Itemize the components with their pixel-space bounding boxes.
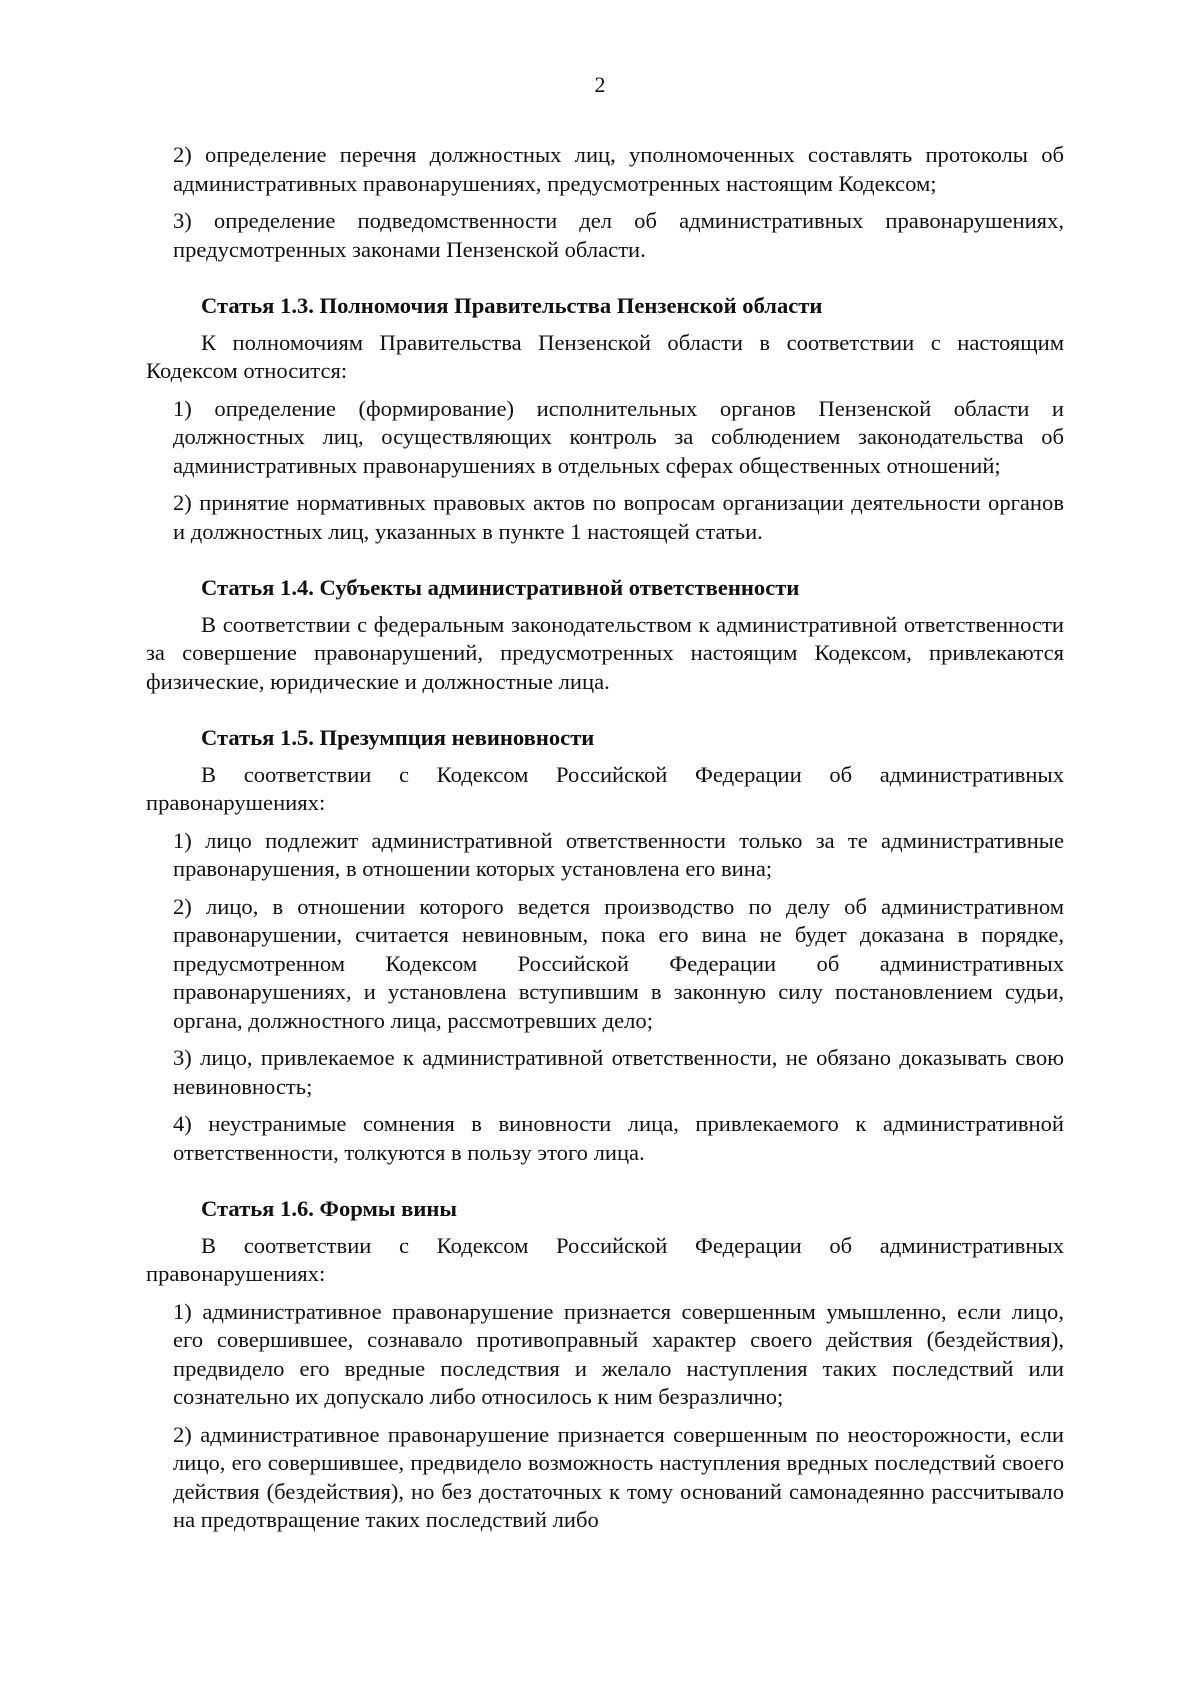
article-title: Статья 1.5. Презумпция невиновности <box>201 725 595 750</box>
article-item: 1) определение (формирование) исполнительных органов Пензенской области и должностных лиц, осуществляющих контроль за соблюдением законодательства об административных правонарушениях в отдельных сферах общественных отношений; <box>173 395 1064 478</box>
article-1-3 <box>146 292 1064 546</box>
article-item: 4) неустранимые сомнения в виновности лица, привлекаемого к административной ответственности, толкуются в пользу этого лица. <box>173 1111 1064 1165</box>
page-number: 2 <box>594 72 606 97</box>
article-item: 2) принятие нормативных правовых актов по вопросам организации деятельности органов и должностных лиц, указанных в пункте 1 настоящей статьи. <box>173 490 1064 544</box>
article-title: Статья 1.3. Полномочия Правительства Пензенской области <box>201 293 823 318</box>
document-body <box>146 141 1064 1544</box>
intro-item: 2) определение перечня должностных лиц, уполномоченных составлять протоколы об административных правонарушениях, предусмотренных настоящим Кодексом; <box>173 142 1064 196</box>
article-lead: В соответствии с федеральным законодательством к административной ответственности за совершение правонарушений, предусмотренных настоящим Кодексом, привлекаются физические, юридические и должностные лица. <box>146 611 1064 694</box>
article-title: Статья 1.4. Субъекты административной ответственности <box>201 575 800 600</box>
article-lead: В соответствии с Кодексом Российской Федерации об административных правонарушениях: <box>146 1232 1064 1286</box>
article-item: 1) лицо подлежит административной ответственности только за те административные правонарушения, в отношении которых установлена его вина; <box>173 827 1064 881</box>
article-item: 2) лицо, в отношении которого ведется производство по делу об административном правонарушении, считается невиновным, пока его вина не будет доказана в порядке, предусмотренном Кодексом Российской Федерации об административных правонарушениях, и установлена вступившим в законную силу постановлением судьи, органа, должностного лица, рассмотревших дело; <box>173 893 1064 1033</box>
intro-item: 3) определение подведомственности дел об административных правонарушениях, предусмотренных законами Пензенской области. <box>173 208 1064 262</box>
article-item: 3) лицо, привлекаемое к административной ответственности, не обязано доказывать свою невиновность; <box>173 1045 1064 1099</box>
article-1-5 <box>146 724 1064 1167</box>
article-item: 1) административное правонарушение признается совершенным умышленно, если лицо, его совершившее, сознавало противоправный характер своего действия (бездействия), предвидело его вредные последствия и желало наступления таких последствий или сознательно их допускало либо относилось к ним безразлично; <box>173 1298 1064 1409</box>
article-item: 2) административное правонарушение признается совершенным по неосторожности, если лицо, его совершившее, предвидело возможность наступления вредных последствий своего действия (бездействия), но без достаточных к тому оснований самонадеянно рассчитывало на предотвращение таких последствий либо <box>173 1421 1064 1532</box>
article-title: Статья 1.6. Формы вины <box>201 1196 458 1221</box>
article-lead: К полномочиям Правительства Пензенской области в соответствии с настоящим Кодексом относится: <box>146 329 1064 383</box>
article-lead: В соответствии с Кодексом Российской Федерации об административных правонарушениях: <box>146 761 1064 815</box>
article-1-4 <box>146 574 1064 696</box>
article-1-6 <box>146 1195 1064 1535</box>
